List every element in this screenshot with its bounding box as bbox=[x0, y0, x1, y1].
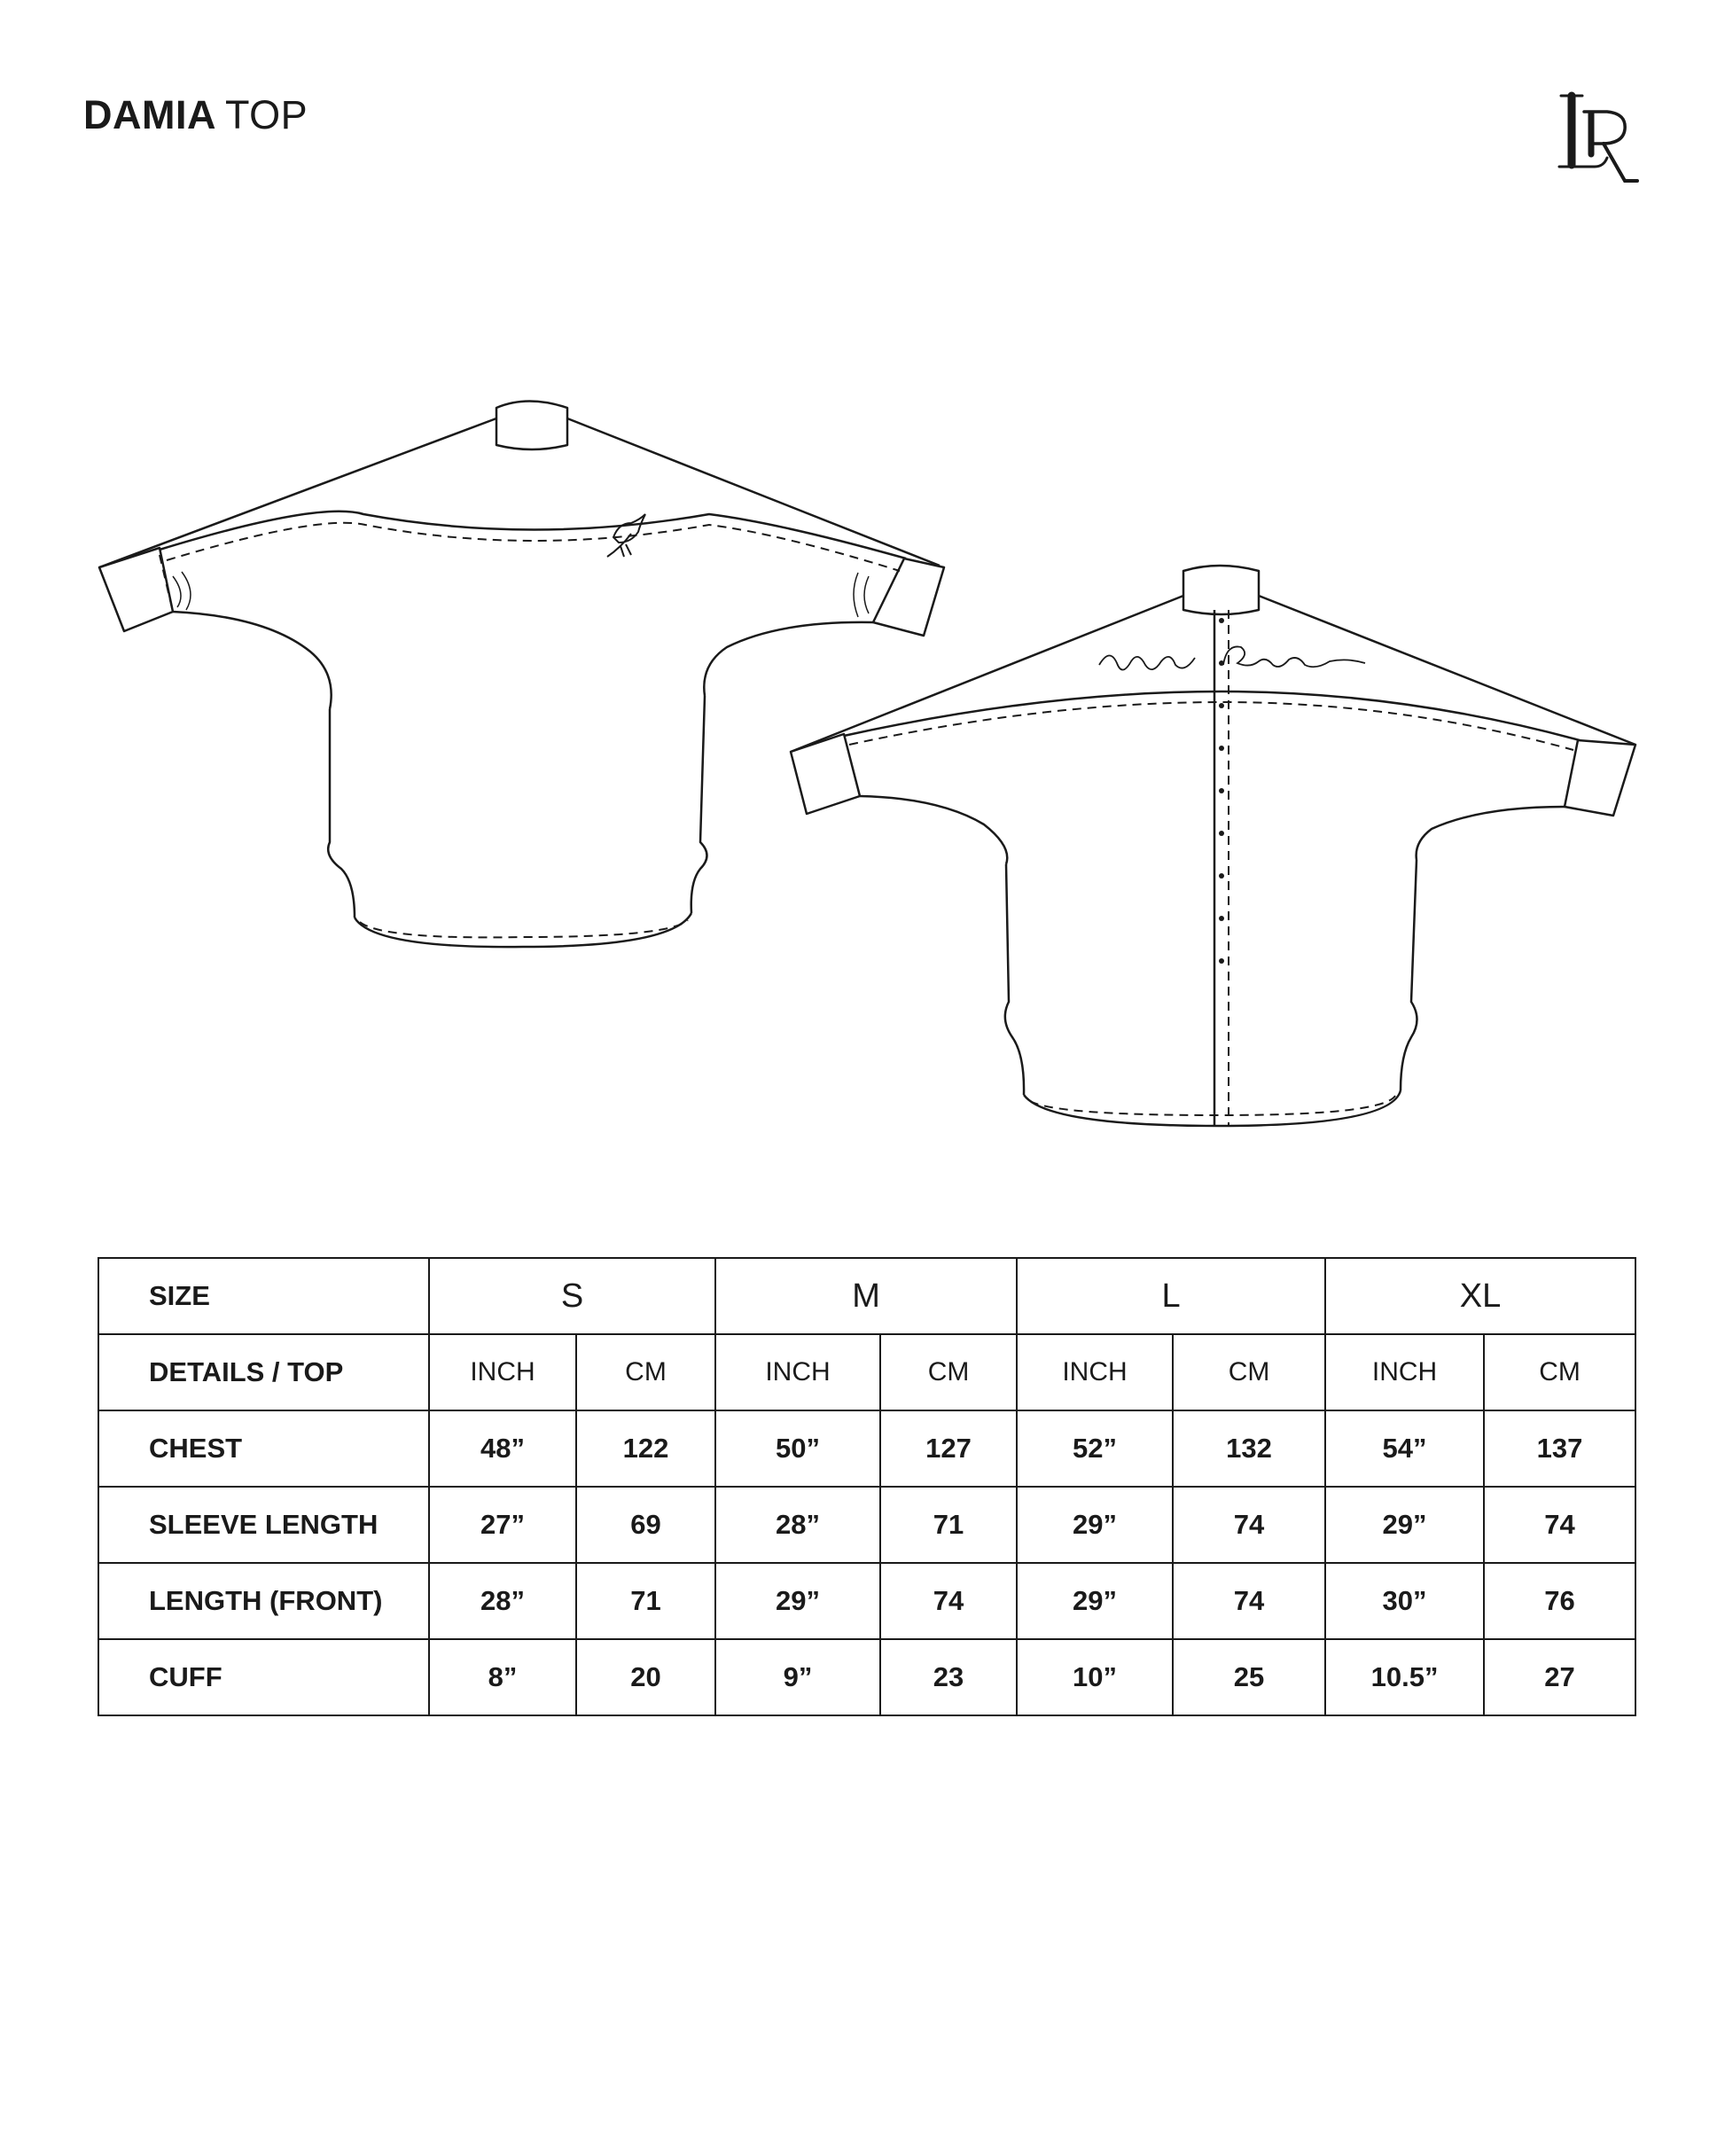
table-row-sleeve-length bbox=[98, 1487, 1635, 1563]
size-header-m: M bbox=[715, 1258, 1017, 1334]
size-header-s: S bbox=[429, 1258, 715, 1334]
table-cell: 27” bbox=[429, 1487, 576, 1563]
signature-embroidery bbox=[1099, 646, 1365, 669]
table-cell: 132 bbox=[1173, 1410, 1325, 1487]
back-view-sketch bbox=[780, 559, 1649, 1161]
table-cell: 28” bbox=[429, 1563, 576, 1639]
table-cell: 74 bbox=[1484, 1487, 1635, 1563]
details-label: DETAILS / TOP bbox=[98, 1334, 429, 1410]
unit-cm: CM bbox=[1173, 1334, 1325, 1410]
front-collar bbox=[496, 402, 567, 450]
table-row-length-front bbox=[98, 1563, 1635, 1639]
size-chart-table bbox=[98, 1257, 1636, 1716]
table-row-chest bbox=[98, 1410, 1635, 1487]
table-cell: 69 bbox=[576, 1487, 715, 1563]
page-title bbox=[83, 92, 308, 138]
table-row-cuff bbox=[98, 1639, 1635, 1715]
size-label: SIZE bbox=[98, 1258, 429, 1334]
bird-embroidery-icon bbox=[607, 514, 645, 557]
table-cell: 30” bbox=[1325, 1563, 1484, 1639]
table-cell: 122 bbox=[576, 1410, 715, 1487]
table-cell: 137 bbox=[1484, 1410, 1635, 1487]
table-cell: 76 bbox=[1484, 1563, 1635, 1639]
table-cell: 9” bbox=[715, 1639, 880, 1715]
table-cell: 71 bbox=[880, 1487, 1017, 1563]
table-cell: 10” bbox=[1017, 1639, 1173, 1715]
table-cell: 29” bbox=[1017, 1563, 1173, 1639]
table-cell: 10.5” bbox=[1325, 1639, 1484, 1715]
unit-cm: CM bbox=[576, 1334, 715, 1410]
title-product-name: DAMIA bbox=[83, 92, 216, 137]
table-cell: 23 bbox=[880, 1639, 1017, 1715]
table-cell: 74 bbox=[880, 1563, 1017, 1639]
table-cell: 74 bbox=[1173, 1563, 1325, 1639]
table-cell: 8” bbox=[429, 1639, 576, 1715]
table-cell: 48” bbox=[429, 1410, 576, 1487]
front-left-cuff bbox=[99, 548, 173, 631]
table-cell: 74 bbox=[1173, 1487, 1325, 1563]
table-cell: 27 bbox=[1484, 1639, 1635, 1715]
unit-cm: CM bbox=[880, 1334, 1017, 1410]
table-row-sizes bbox=[98, 1258, 1635, 1334]
unit-inch: INCH bbox=[1017, 1334, 1173, 1410]
unit-inch: INCH bbox=[429, 1334, 576, 1410]
table-cell: 20 bbox=[576, 1639, 715, 1715]
size-header-l: L bbox=[1017, 1258, 1325, 1334]
table-cell: 54” bbox=[1325, 1410, 1484, 1487]
table-cell: 28” bbox=[715, 1487, 880, 1563]
row-label: CHEST bbox=[98, 1410, 429, 1487]
unit-inch: INCH bbox=[1325, 1334, 1484, 1410]
title-product-type: TOP bbox=[224, 92, 308, 137]
table-cell: 50” bbox=[715, 1410, 880, 1487]
row-label: CUFF bbox=[98, 1639, 429, 1715]
table-cell: 29” bbox=[1325, 1487, 1484, 1563]
back-left-cuff bbox=[791, 734, 860, 814]
table-row-units bbox=[98, 1334, 1635, 1410]
row-label: SLEEVE LENGTH bbox=[98, 1487, 429, 1563]
row-label: LENGTH (FRONT) bbox=[98, 1563, 429, 1639]
unit-cm: CM bbox=[1484, 1334, 1635, 1410]
back-right-cuff bbox=[1565, 740, 1635, 816]
unit-inch: INCH bbox=[715, 1334, 880, 1410]
table-cell: 29” bbox=[1017, 1487, 1173, 1563]
table-cell: 25 bbox=[1173, 1639, 1325, 1715]
back-collar bbox=[1183, 566, 1259, 614]
size-header-xl: XL bbox=[1325, 1258, 1635, 1334]
table-cell: 52” bbox=[1017, 1410, 1173, 1487]
brand-logo-icon bbox=[1556, 89, 1640, 186]
table-cell: 29” bbox=[715, 1563, 880, 1639]
table-cell: 127 bbox=[880, 1410, 1017, 1487]
table-cell: 71 bbox=[576, 1563, 715, 1639]
